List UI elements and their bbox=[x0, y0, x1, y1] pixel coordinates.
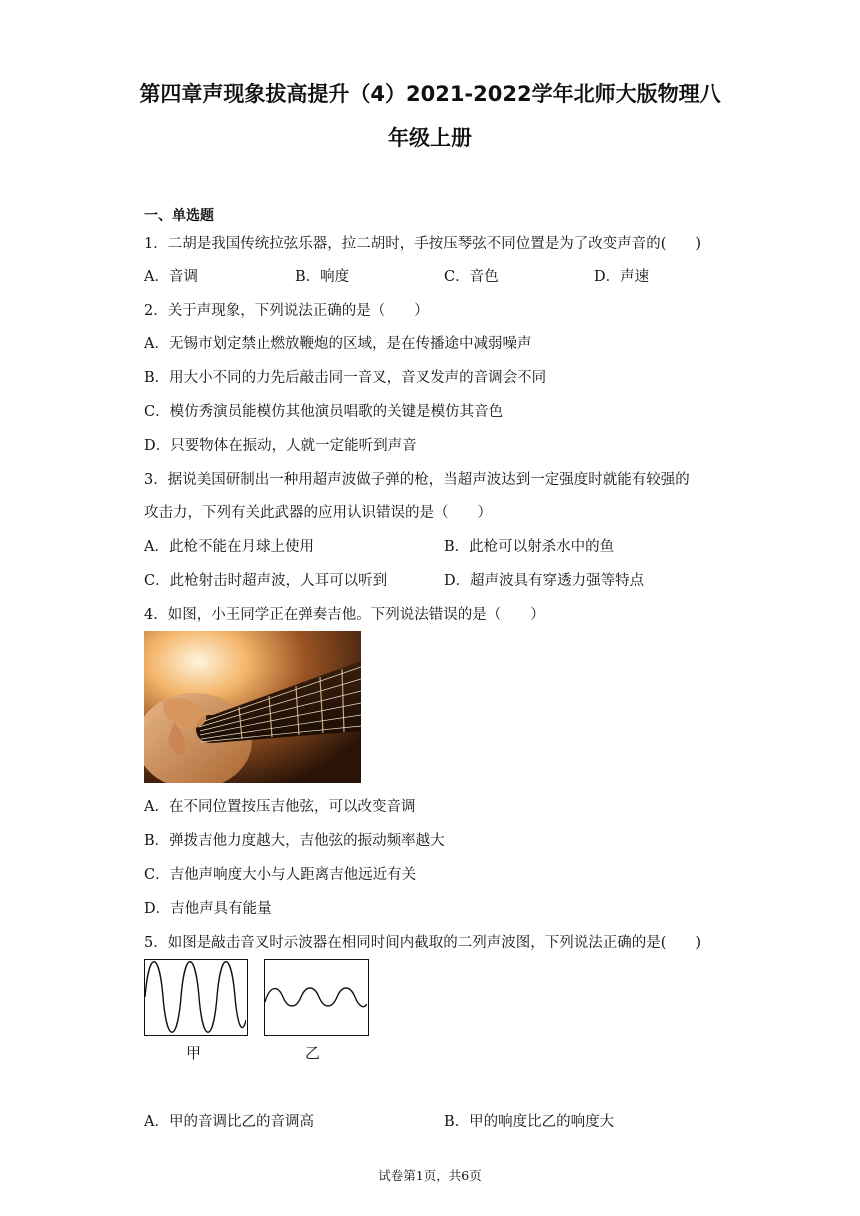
question-2-stem: 2．关于声现象，下列说法正确的是（ ） bbox=[144, 303, 429, 319]
question-1-stem: 1．二胡是我国传统拉弦乐器，拉二胡时，手按压琴弦不同位置是为了改变声音的( ) bbox=[144, 236, 702, 252]
question-4-option-d: D．吉他声具有能量 bbox=[144, 901, 272, 917]
question-1-option-d: D．声速 bbox=[594, 269, 650, 285]
question-2-option-d: D．只要物体在振动，人就一定能听到声音 bbox=[144, 438, 417, 454]
question-3-stem-line2: 攻击力，下列有关此武器的应用认识错误的是（ ） bbox=[144, 505, 492, 521]
question-1-option-a: A．音调 bbox=[144, 269, 198, 285]
label-yi: 乙 bbox=[305, 1044, 321, 1062]
document-title-line1: 第四章声现象拔高提升（4）2021-2022学年北师大版物理八 bbox=[139, 82, 721, 106]
question-2-option-c: C．模仿秀演员能模仿其他演员唱歌的关键是模仿其音色 bbox=[144, 404, 504, 420]
question-2-option-b: B．用大小不同的力先后敲击同一音叉，音叉发声的音调会不同 bbox=[144, 370, 547, 386]
page-footer: 试卷第1页，共6页 bbox=[378, 1168, 482, 1183]
question-4-option-b: B．弹拨吉他力度越大，吉他弦的振动频率越大 bbox=[144, 833, 445, 849]
question-3-stem-line1: 3．据说美国研制出一种用超声波做子弹的枪，当超声波达到一定强度时就能有较强的 bbox=[144, 472, 690, 488]
question-1-option-c: C．音色 bbox=[444, 269, 499, 285]
question-3-option-a: A．此枪不能在月球上使用 bbox=[144, 539, 314, 555]
question-4-option-a: A．在不同位置按压吉他弦，可以改变音调 bbox=[144, 799, 416, 815]
guitar-photo bbox=[144, 631, 361, 783]
question-2-option-a: A．无锡市划定禁止燃放鞭炮的区域，是在传播途中减弱噪声 bbox=[144, 336, 532, 352]
question-3-option-c: C．此枪射击时超声波，人耳可以听到 bbox=[144, 573, 388, 589]
section-heading: 一、单选题 bbox=[144, 208, 214, 224]
label-jia: 甲 bbox=[186, 1044, 202, 1062]
question-4-option-c: C．吉他声响度大小与人距离吉他远近有关 bbox=[144, 867, 417, 883]
question-3-option-b: B．此枪可以射杀水中的鱼 bbox=[444, 539, 615, 555]
question-5-stem: 5．如图是敲击音叉时示波器在相同时间内截取的二列声波图，下列说法正确的是( ) bbox=[144, 935, 702, 951]
question-1-option-b: B．响度 bbox=[295, 269, 350, 285]
question-3-option-d: D．超声波具有穿透力强等特点 bbox=[444, 573, 645, 589]
question-5-option-b: B．甲的响度比乙的响度大 bbox=[444, 1114, 615, 1130]
waveform-jia bbox=[144, 959, 248, 1036]
waveform-yi bbox=[264, 959, 369, 1036]
document-title-line2: 年级上册 bbox=[388, 126, 472, 150]
question-4-stem: 4．如图，小王同学正在弹奏吉他。下列说法错误的是（ ） bbox=[144, 607, 545, 623]
question-5-option-a: A．甲的音调比乙的音调高 bbox=[144, 1114, 314, 1130]
